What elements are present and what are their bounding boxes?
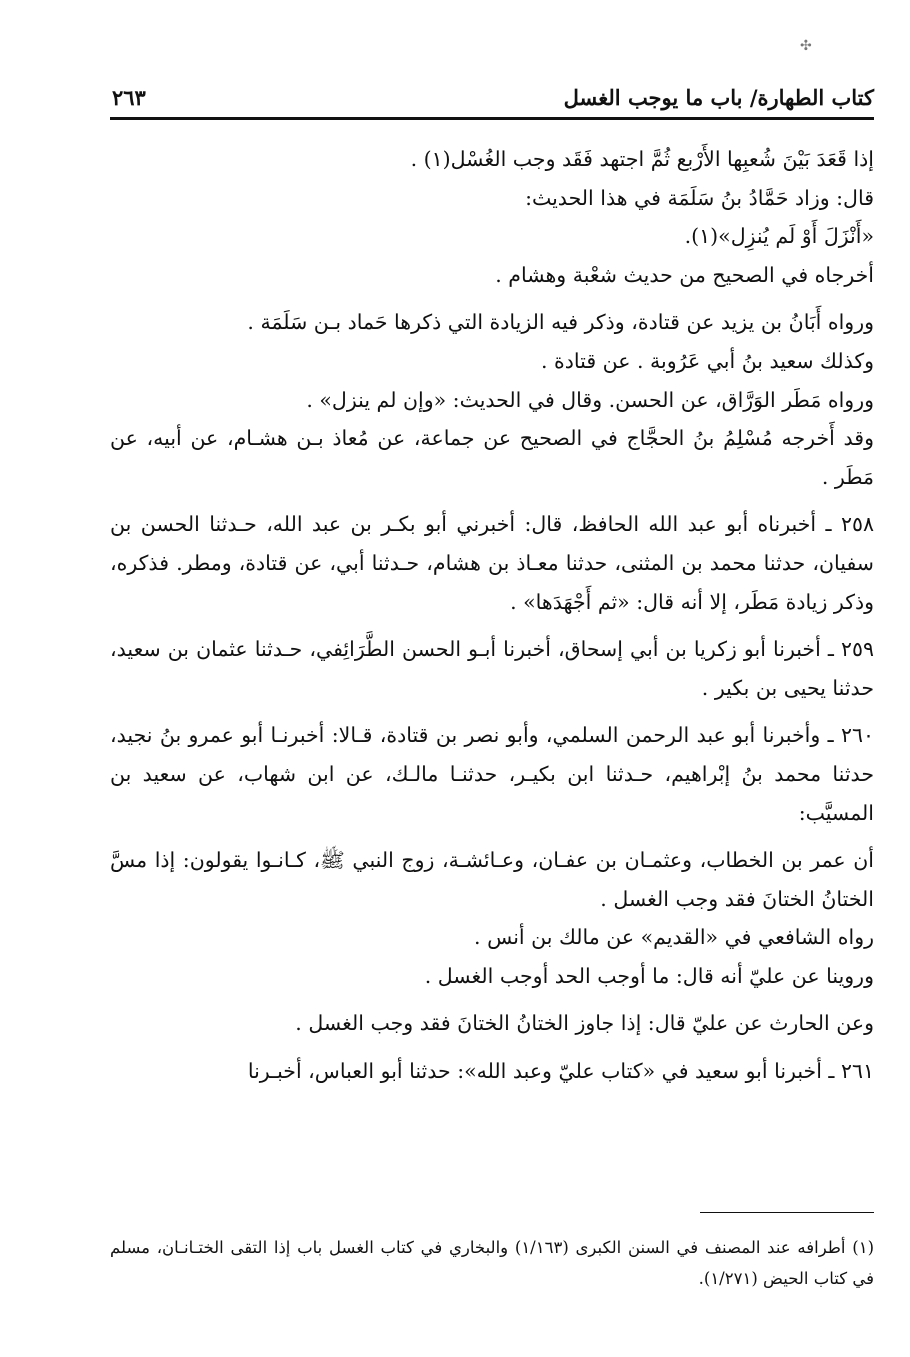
paragraph: أن عمر بن الخطاب، وعثمـان بن عفـان، وعـائشـة، زوج النبي ﷺ، كـانـوا يقولون: إذا مسَّ الختانُ الختانَ فقد وجب الغسل . <box>110 848 874 911</box>
main-text <box>110 140 874 1091</box>
paragraph: ورواه أَبَانُ بن يزيد عن قتادة، وذكر فيه الزيادة التي ذكرها حَماد بـن سَلَمَة . <box>247 310 874 335</box>
paragraph: «أَنْزَلَ أَوْ لَم يُنزِل»(١). <box>684 224 874 249</box>
paragraph: وكذلك سعيد بنُ أبي عَرُوبة . عن قتادة . <box>541 348 874 373</box>
paragraph: ٢٦١ ـ أخبرنا أبو سعيد في «كتاب عليّ وعبد الله»: حدثنا أبو العباس، أخبـرنا <box>247 1059 874 1084</box>
running-header <box>112 74 874 110</box>
footnotes <box>110 1232 874 1294</box>
header-rule <box>110 117 874 120</box>
page-number: ٢٦٣ <box>112 85 146 110</box>
footnote-rule <box>700 1212 874 1213</box>
paragraph: رواه الشافعي في «القديم» عن مالك بن أنس . <box>474 925 874 950</box>
paragraph: إذا قَعَدَ بَيْنَ شُعبِها الأَرْبع ثُمَّ اجتهد فَقَد وجب الغُسْل(١) . <box>410 147 874 171</box>
paragraph: وروينا عن عليّ أنه قال: ما أوجب الحد أوجب الغسل . <box>424 963 874 988</box>
footnote: (١) أطرافه عند المصنف في السنن الكبرى (١/١٦٣) والبخاري في كتاب الغسل باب إذا التقى الختـانـان، مسلم في كتاب الحيض (١/٢٧١). <box>110 1238 874 1288</box>
paragraph: قال: وزاد حَمَّادُ بنُ سَلَمَة في هذا الحديث: <box>525 185 874 210</box>
paragraph: ورواه مَطَر الوَرَّاق، عن الحسن. وقال في الحديث: «وإن لم ينزل» . <box>306 387 874 412</box>
paragraph: وعن الحارث عن عليّ قال: إذا جاوز الختانُ الختانَ فقد وجب الغسل . <box>295 1011 874 1036</box>
paragraph: ٢٥٨ ـ أخبرناه أبو عبد الله الحافظ، قال: أخبرني أبو بكـر بن عبد الله، حـدثنا الحسن بن سفيان، حدثنا محمد بن المثنى، حدثنا معـاذ بن هشام، حـدثنا أبي، عن قتادة، ومطر. فذكره، وذكر زيادة مَطَر، إلا أنه قال: «ثم أَجْهَدَها» . <box>110 512 874 614</box>
paragraph: أخرجاه في الصحيح من حديث شعْبة وهشام . <box>495 262 874 287</box>
header-title: كتاب الطهارة/ باب ما يوجب الغسل <box>563 85 874 110</box>
paragraph: وقد أَخرجه مُسْلِمُ بنُ الحجَّاج في الصحيح عن جماعة، عن مُعاذ بـن هشـام، عن أبيه، عن مَطَر . <box>110 426 874 489</box>
paragraph: ٢٦٠ ـ وأخبرنا أبو عبد الرحمن السلمي، وأبو نصر بن قتادة، قـالا: أخبرنـا أبو عمرو بنُ نجيد، حدثنا محمد بنُ إبْراهيم، حـدثنا ابن بكيـر، حدثنـا مالـك، عن ابن شهاب، عن سعيد بن المسيَّب: <box>110 723 874 825</box>
corner-mark: ✣ <box>800 38 812 54</box>
paragraph: ٢٥٩ ـ أخبرنا أبو زكريا بن أبي إسحاق، أخبرنا أبـو الحسن الطَّرَائِفي، حـدثنا عثمان بن سعيد، حدثنا يحيى بن بكير . <box>110 637 874 700</box>
